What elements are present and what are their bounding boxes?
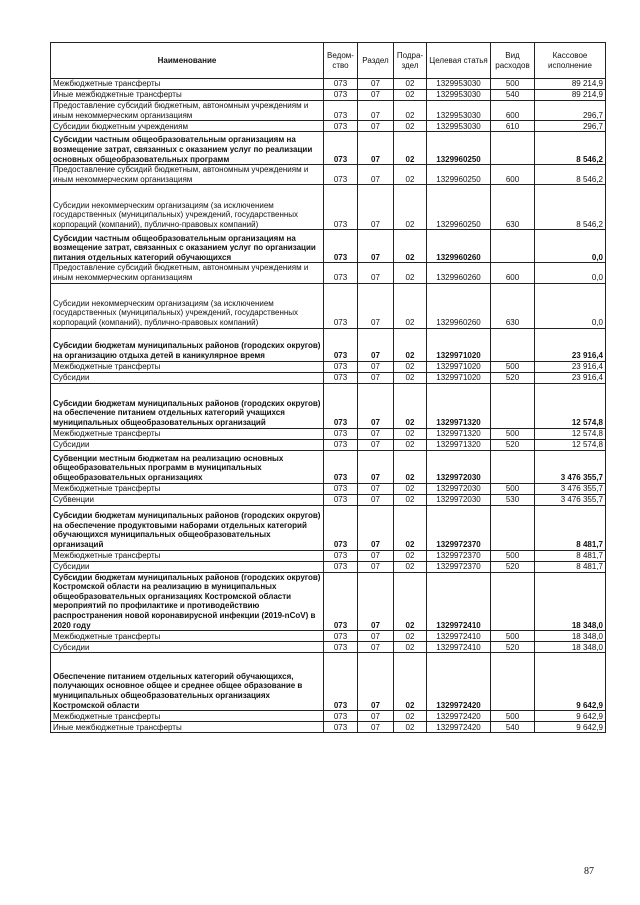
- row-tselevaya-statya: 1329972370: [427, 505, 491, 550]
- row-kassovoe-ispolnenie: 12 574,8: [535, 383, 606, 428]
- row-vid-raskhodov: [491, 572, 535, 631]
- row-vedomstvo: 073: [324, 505, 358, 550]
- header-tselevaya-statya: Целевая статья: [427, 43, 491, 79]
- row-vedomstvo: 073: [324, 230, 358, 263]
- table-row: [51, 165, 606, 185]
- row-razdel: 07: [358, 505, 394, 550]
- row-tselevaya-statya: 1329972420: [427, 711, 491, 722]
- row-vedomstvo: 073: [324, 428, 358, 439]
- table-row: [51, 653, 606, 711]
- row-vedomstvo: 073: [324, 450, 358, 483]
- table-row: [51, 283, 606, 328]
- row-podrazdel: 02: [394, 653, 427, 711]
- row-vid-raskhodov: 520: [491, 561, 535, 572]
- row-vid-raskhodov: 540: [491, 90, 535, 101]
- row-name: Субсидии бюджетам муниципальных районов (городских округов) на обеспечение питанием отдельных категорий учащихся муниципальных общеобразовательных организаций: [51, 383, 324, 428]
- row-vedomstvo: 073: [324, 132, 358, 165]
- row-tselevaya-statya: 1329960250: [427, 185, 491, 230]
- row-kassovoe-ispolnenie: 3 476 355,7: [535, 450, 606, 483]
- row-kassovoe-ispolnenie: 8 481,7: [535, 505, 606, 550]
- row-podrazdel: 02: [394, 631, 427, 642]
- table-header-row: [51, 43, 606, 79]
- row-kassovoe-ispolnenie: 89 214,9: [535, 79, 606, 90]
- row-podrazdel: 02: [394, 79, 427, 90]
- row-vedomstvo: 073: [324, 722, 358, 733]
- row-vedomstvo: 073: [324, 79, 358, 90]
- row-vid-raskhodov: [491, 328, 535, 361]
- row-name: Субсидии: [51, 642, 324, 653]
- table-row: [51, 550, 606, 561]
- row-tselevaya-statya: 1329960250: [427, 165, 491, 185]
- row-tselevaya-statya: 1329953030: [427, 101, 491, 121]
- row-kassovoe-ispolnenie: 8 546,2: [535, 185, 606, 230]
- row-vedomstvo: 073: [324, 185, 358, 230]
- row-kassovoe-ispolnenie: 18 348,0: [535, 631, 606, 642]
- row-vedomstvo: 073: [324, 90, 358, 101]
- row-kassovoe-ispolnenie: 0,0: [535, 283, 606, 328]
- row-vid-raskhodov: [491, 653, 535, 711]
- table-row: [51, 361, 606, 372]
- table-row: [51, 631, 606, 642]
- table-row: [51, 90, 606, 101]
- row-vid-raskhodov: 520: [491, 372, 535, 383]
- row-name: Субсидии бюджетам муниципальных районов (городских округов) на обеспечение продуктовыми наборами отдельных категорий обучающихся муниципальных общеобразовательных организаций: [51, 505, 324, 550]
- row-vid-raskhodov: 600: [491, 101, 535, 121]
- row-podrazdel: 02: [394, 483, 427, 494]
- row-podrazdel: 02: [394, 494, 427, 505]
- row-razdel: 07: [358, 572, 394, 631]
- row-razdel: 07: [358, 101, 394, 121]
- row-kassovoe-ispolnenie: 9 642,9: [535, 653, 606, 711]
- row-vid-raskhodov: [491, 505, 535, 550]
- row-podrazdel: 02: [394, 383, 427, 428]
- row-vid-raskhodov: 630: [491, 185, 535, 230]
- row-razdel: 07: [358, 283, 394, 328]
- table-row: [51, 561, 606, 572]
- row-kassovoe-ispolnenie: 296,7: [535, 101, 606, 121]
- row-tselevaya-statya: 1329972370: [427, 550, 491, 561]
- table-row: [51, 230, 606, 263]
- row-podrazdel: 02: [394, 439, 427, 450]
- row-vedomstvo: 073: [324, 642, 358, 653]
- row-podrazdel: 02: [394, 711, 427, 722]
- row-kassovoe-ispolnenie: 18 348,0: [535, 572, 606, 631]
- row-vedomstvo: 073: [324, 121, 358, 132]
- table-row: [51, 263, 606, 283]
- row-kassovoe-ispolnenie: 296,7: [535, 121, 606, 132]
- row-podrazdel: 02: [394, 121, 427, 132]
- row-podrazdel: 02: [394, 428, 427, 439]
- row-razdel: 07: [358, 132, 394, 165]
- row-kassovoe-ispolnenie: 9 642,9: [535, 711, 606, 722]
- row-vid-raskhodov: [491, 132, 535, 165]
- row-vid-raskhodov: 500: [491, 631, 535, 642]
- header-vedomstvo: Ведом-ство: [324, 43, 358, 79]
- row-name: Субсидии некоммерческим организациям (за исключением государственных (муниципальных) учреждений, государственных корпораций (компаний), публично-правовых компаний): [51, 283, 324, 328]
- row-vid-raskhodov: 520: [491, 439, 535, 450]
- row-name: Предоставление субсидий бюджетным, автономным учреждениям и иным некоммерческим организациям: [51, 263, 324, 283]
- row-vid-raskhodov: 530: [491, 494, 535, 505]
- row-vedomstvo: 073: [324, 561, 358, 572]
- row-razdel: 07: [358, 711, 394, 722]
- row-vid-raskhodov: 600: [491, 263, 535, 283]
- table-row: [51, 450, 606, 483]
- row-tselevaya-statya: 1329971020: [427, 372, 491, 383]
- row-vid-raskhodov: 500: [491, 711, 535, 722]
- row-name: Субсидии: [51, 561, 324, 572]
- row-vedomstvo: 073: [324, 372, 358, 383]
- header-name: Наименование: [51, 43, 324, 79]
- row-podrazdel: 02: [394, 90, 427, 101]
- table-row: [51, 383, 606, 428]
- table-row: [51, 494, 606, 505]
- row-vid-raskhodov: 600: [491, 165, 535, 185]
- table-row: [51, 722, 606, 733]
- header-podrazdel: Подра-здел: [394, 43, 427, 79]
- row-kassovoe-ispolnenie: 12 574,8: [535, 428, 606, 439]
- row-vedomstvo: 073: [324, 361, 358, 372]
- row-podrazdel: 02: [394, 642, 427, 653]
- row-name: Межбюджетные трансферты: [51, 361, 324, 372]
- row-podrazdel: 02: [394, 101, 427, 121]
- row-kassovoe-ispolnenie: 0,0: [535, 230, 606, 263]
- row-razdel: 07: [358, 263, 394, 283]
- row-kassovoe-ispolnenie: 8 481,7: [535, 561, 606, 572]
- row-vedomstvo: 073: [324, 550, 358, 561]
- row-name: Межбюджетные трансферты: [51, 483, 324, 494]
- row-podrazdel: 02: [394, 185, 427, 230]
- row-vid-raskhodov: 630: [491, 283, 535, 328]
- row-podrazdel: 02: [394, 361, 427, 372]
- row-name: Субсидии бюджетам муниципальных районов (городских округов) на организацию отдыха детей в каникулярное время: [51, 328, 324, 361]
- row-name: Предоставление субсидий бюджетным, автономным учреждениям и иным некоммерческим организациям: [51, 165, 324, 185]
- row-vedomstvo: 073: [324, 483, 358, 494]
- row-vid-raskhodov: 500: [491, 79, 535, 90]
- row-tselevaya-statya: 1329971320: [427, 439, 491, 450]
- row-podrazdel: 02: [394, 550, 427, 561]
- row-vid-raskhodov: 500: [491, 550, 535, 561]
- page-number: 87: [584, 866, 594, 877]
- row-name: Субсидии некоммерческим организациям (за исключением государственных (муниципальных) учреждений, государственных корпораций (компаний), публично-правовых компаний): [51, 185, 324, 230]
- table-row: [51, 428, 606, 439]
- row-razdel: 07: [358, 230, 394, 263]
- table-row: [51, 439, 606, 450]
- row-razdel: 07: [358, 439, 394, 450]
- row-razdel: 07: [358, 722, 394, 733]
- row-tselevaya-statya: 1329953030: [427, 79, 491, 90]
- row-tselevaya-statya: 1329953030: [427, 90, 491, 101]
- row-kassovoe-ispolnenie: 8 481,7: [535, 550, 606, 561]
- row-vid-raskhodov: [491, 230, 535, 263]
- row-razdel: 07: [358, 121, 394, 132]
- row-kassovoe-ispolnenie: 23 916,4: [535, 372, 606, 383]
- row-tselevaya-statya: 1329972420: [427, 722, 491, 733]
- row-tselevaya-statya: 1329972410: [427, 572, 491, 631]
- row-tselevaya-statya: 1329972030: [427, 483, 491, 494]
- row-podrazdel: 02: [394, 372, 427, 383]
- row-name: Межбюджетные трансферты: [51, 550, 324, 561]
- row-razdel: 07: [358, 428, 394, 439]
- row-vedomstvo: 073: [324, 383, 358, 428]
- row-podrazdel: 02: [394, 283, 427, 328]
- row-razdel: 07: [358, 90, 394, 101]
- row-razdel: 07: [358, 561, 394, 572]
- row-tselevaya-statya: 1329960260: [427, 263, 491, 283]
- row-vedomstvo: 073: [324, 328, 358, 361]
- table-row: [51, 328, 606, 361]
- row-podrazdel: 02: [394, 722, 427, 733]
- row-kassovoe-ispolnenie: 18 348,0: [535, 642, 606, 653]
- row-name: Субсидии частным общеобразовательным организациям на возмещение затрат, связанных с оказанием услуг по организации питания отдельных категорий обучающихся: [51, 230, 324, 263]
- row-vedomstvo: 073: [324, 165, 358, 185]
- row-tselevaya-statya: 1329960250: [427, 132, 491, 165]
- header-kassovoe-ispolnenie: Кассовое исполнение: [535, 43, 606, 79]
- table-row: [51, 132, 606, 165]
- row-razdel: 07: [358, 642, 394, 653]
- row-razdel: 07: [358, 653, 394, 711]
- row-vedomstvo: 073: [324, 653, 358, 711]
- row-podrazdel: 02: [394, 165, 427, 185]
- row-kassovoe-ispolnenie: 23 916,4: [535, 361, 606, 372]
- row-name: Субсидии бюджетным учреждениям: [51, 121, 324, 132]
- row-name: Субсидии бюджетам муниципальных районов (городских округов) Костромской области на реализацию в муниципальных общеобразовательных организациях Костромской области мероприятий по профилактике и противодействию распространения новой коронавирусной инфекции (2019-nCoV) в 2020 году: [51, 572, 324, 631]
- row-razdel: 07: [358, 372, 394, 383]
- row-name: Межбюджетные трансферты: [51, 428, 324, 439]
- table-row: [51, 79, 606, 90]
- table-row: [51, 572, 606, 631]
- row-name: Субвенции местным бюджетам на реализацию основных общеобразовательных программ в муниципальных общеобразовательных организациях: [51, 450, 324, 483]
- table-row: [51, 711, 606, 722]
- row-vid-raskhodov: 540: [491, 722, 535, 733]
- row-razdel: 07: [358, 494, 394, 505]
- header-razdel: Раздел: [358, 43, 394, 79]
- table-row: [51, 121, 606, 132]
- row-vid-raskhodov: 500: [491, 483, 535, 494]
- row-name: Субсидии: [51, 439, 324, 450]
- row-name: Иные межбюджетные трансферты: [51, 722, 324, 733]
- row-vid-raskhodov: 500: [491, 428, 535, 439]
- row-tselevaya-statya: 1329972030: [427, 494, 491, 505]
- row-vid-raskhodov: 610: [491, 121, 535, 132]
- row-tselevaya-statya: 1329960260: [427, 283, 491, 328]
- table-row: [51, 505, 606, 550]
- row-kassovoe-ispolnenie: 89 214,9: [535, 90, 606, 101]
- budget-table-container: [50, 42, 605, 733]
- row-vid-raskhodov: 520: [491, 642, 535, 653]
- table-row: [51, 483, 606, 494]
- row-vedomstvo: 073: [324, 494, 358, 505]
- row-kassovoe-ispolnenie: 8 546,2: [535, 165, 606, 185]
- row-podrazdel: 02: [394, 572, 427, 631]
- row-tselevaya-statya: 1329972420: [427, 653, 491, 711]
- row-razdel: 07: [358, 631, 394, 642]
- row-podrazdel: 02: [394, 450, 427, 483]
- row-podrazdel: 02: [394, 561, 427, 572]
- row-tselevaya-statya: 1329971320: [427, 428, 491, 439]
- row-razdel: 07: [358, 79, 394, 90]
- row-tselevaya-statya: 1329971320: [427, 383, 491, 428]
- row-razdel: 07: [358, 361, 394, 372]
- row-razdel: 07: [358, 550, 394, 561]
- row-vedomstvo: 073: [324, 283, 358, 328]
- row-kassovoe-ispolnenie: 8 546,2: [535, 132, 606, 165]
- row-podrazdel: 02: [394, 263, 427, 283]
- row-razdel: 07: [358, 165, 394, 185]
- row-kassovoe-ispolnenie: 3 476 355,7: [535, 483, 606, 494]
- row-name: Иные межбюджетные трансферты: [51, 90, 324, 101]
- row-vedomstvo: 073: [324, 101, 358, 121]
- row-vid-raskhodov: 500: [491, 361, 535, 372]
- row-kassovoe-ispolnenie: 12 574,8: [535, 439, 606, 450]
- table-row: [51, 372, 606, 383]
- row-vedomstvo: 073: [324, 263, 358, 283]
- table-row: [51, 101, 606, 121]
- row-razdel: 07: [358, 450, 394, 483]
- row-podrazdel: 02: [394, 328, 427, 361]
- row-name: Межбюджетные трансферты: [51, 711, 324, 722]
- row-podrazdel: 02: [394, 505, 427, 550]
- row-razdel: 07: [358, 328, 394, 361]
- row-name: Субвенции: [51, 494, 324, 505]
- row-tselevaya-statya: 1329971020: [427, 328, 491, 361]
- row-vid-raskhodov: [491, 383, 535, 428]
- row-name: Предоставление субсидий бюджетным, автономным учреждениям и иным некоммерческим организациям: [51, 101, 324, 121]
- row-name: Межбюджетные трансферты: [51, 79, 324, 90]
- row-tselevaya-statya: 1329972030: [427, 450, 491, 483]
- row-name: Субсидии: [51, 372, 324, 383]
- row-vedomstvo: 073: [324, 711, 358, 722]
- row-tselevaya-statya: 1329972410: [427, 631, 491, 642]
- row-vid-raskhodov: [491, 450, 535, 483]
- row-name: Субсидии частным общеобразовательным организациям на возмещение затрат, связанных с оказанием услуг по реализации основных общеобразовательных программ: [51, 132, 324, 165]
- row-name: Обеспечение питанием отдельных категорий обучающихся, получающих основное общее и среднее общее образование в муниципальных общеобразовательных организациях Костромской области: [51, 653, 324, 711]
- row-podrazdel: 02: [394, 230, 427, 263]
- row-name: Межбюджетные трансферты: [51, 631, 324, 642]
- budget-table: [50, 42, 606, 733]
- row-tselevaya-statya: 1329972410: [427, 642, 491, 653]
- row-vedomstvo: 073: [324, 631, 358, 642]
- row-razdel: 07: [358, 185, 394, 230]
- row-vedomstvo: 073: [324, 572, 358, 631]
- row-razdel: 07: [358, 483, 394, 494]
- row-vedomstvo: 073: [324, 439, 358, 450]
- row-tselevaya-statya: 1329953030: [427, 121, 491, 132]
- row-tselevaya-statya: 1329971020: [427, 361, 491, 372]
- table-row: [51, 642, 606, 653]
- table-row: [51, 185, 606, 230]
- header-vid-raskhodov: Вид расходов: [491, 43, 535, 79]
- row-razdel: 07: [358, 383, 394, 428]
- row-kassovoe-ispolnenie: 0,0: [535, 263, 606, 283]
- row-podrazdel: 02: [394, 132, 427, 165]
- row-kassovoe-ispolnenie: 23 916,4: [535, 328, 606, 361]
- row-tselevaya-statya: 1329960260: [427, 230, 491, 263]
- row-kassovoe-ispolnenie: 9 642,9: [535, 722, 606, 733]
- row-tselevaya-statya: 1329972370: [427, 561, 491, 572]
- row-kassovoe-ispolnenie: 3 476 355,7: [535, 494, 606, 505]
